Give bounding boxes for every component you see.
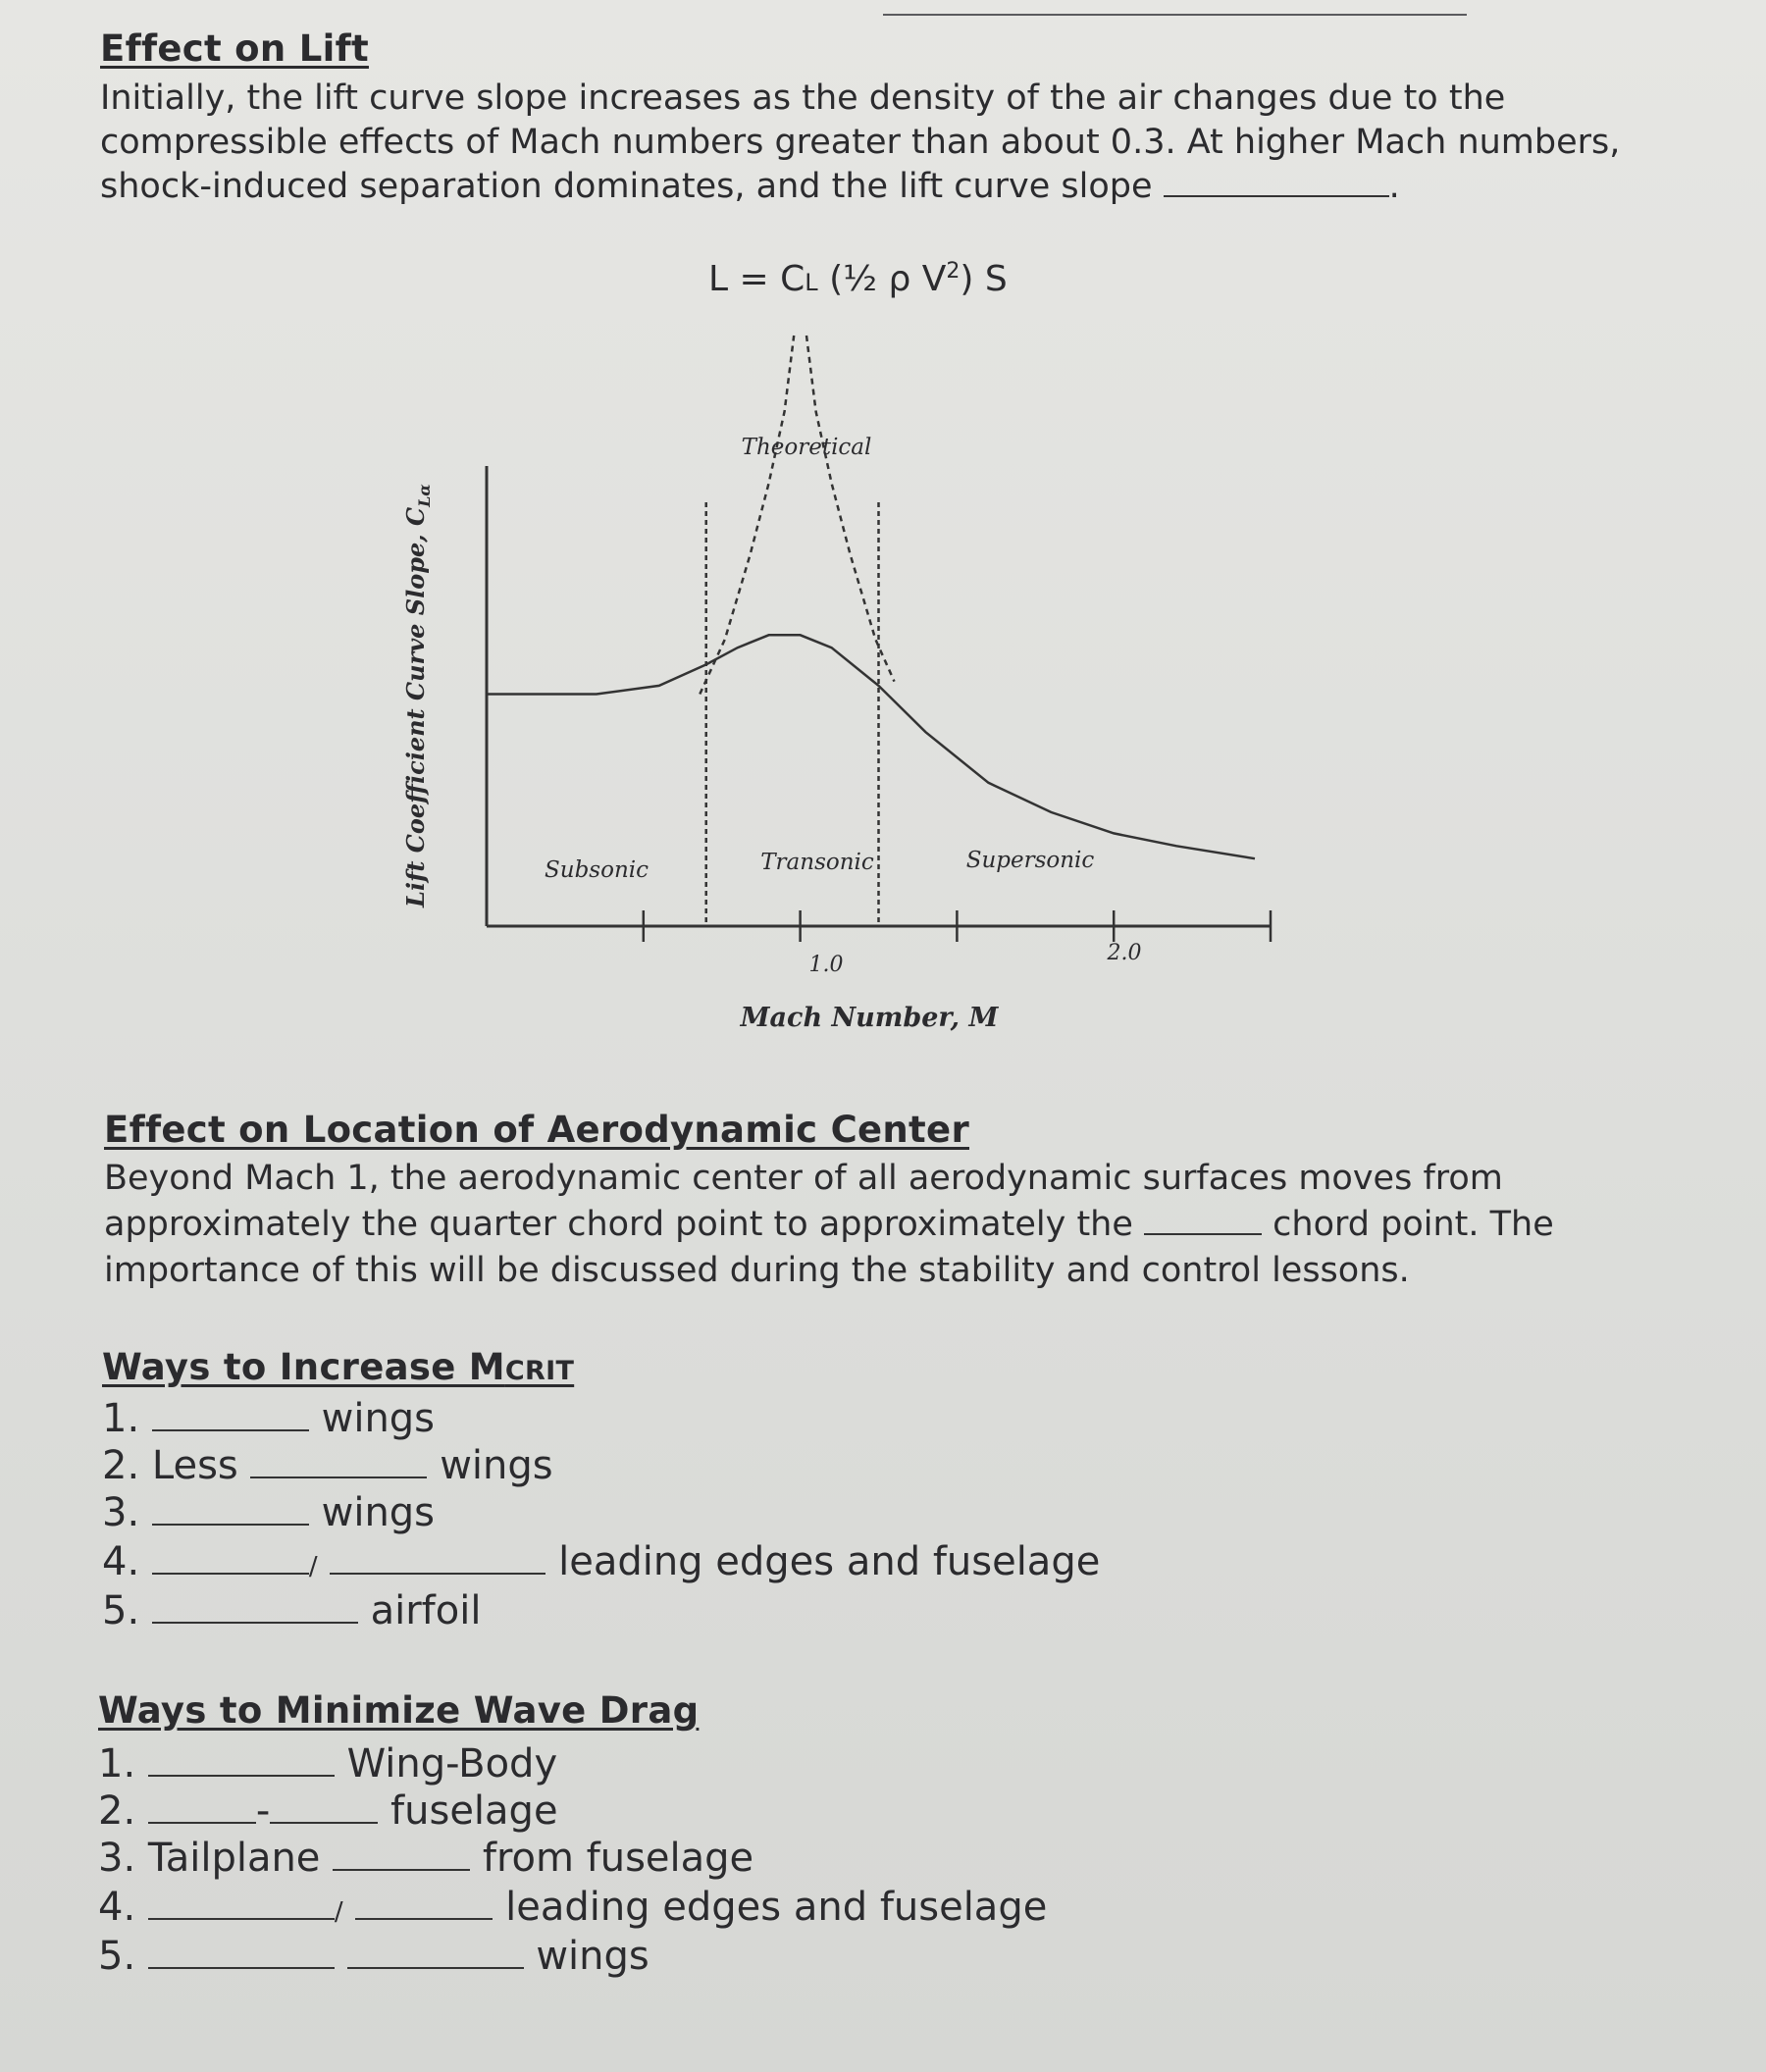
mcrit-blank-5[interactable]	[152, 1622, 358, 1624]
mcrit-sep-4: /	[308, 1552, 318, 1581]
formula-sub: L	[805, 269, 818, 296]
wave-blank-1[interactable]	[148, 1775, 335, 1777]
theoretical-curve-right	[806, 336, 895, 682]
y-axis-label: Lift Coefficient Curve Slope, $C_{L\alpha}$	[401, 484, 434, 907]
wave-blank-5b[interactable]	[347, 1967, 524, 1969]
ac-blank[interactable]	[1144, 1233, 1262, 1235]
ac-paragraph	[104, 1156, 1635, 1294]
wave-post-5: wings	[536, 1934, 649, 1979]
mcrit-item-5	[102, 1585, 481, 1636]
mcrit-item-1	[102, 1393, 435, 1444]
mcrit-post-1: wings	[321, 1396, 436, 1441]
region-label-transonic: Transonic	[760, 850, 874, 875]
mcrit-post-5: airfoil	[370, 1588, 482, 1633]
mcrit-num-5: 5.	[102, 1588, 140, 1633]
formula-rhs-close: ) S	[960, 259, 1008, 299]
wave-item-3	[98, 1833, 753, 1884]
ac-line-1: Beyond Mach 1, the aerodynamic center of all aerodynamic surfaces moves from	[104, 1159, 1503, 1198]
wave-blank-2a[interactable]	[148, 1822, 256, 1824]
wave-item-4	[98, 1882, 1047, 1938]
ac-line-2b: chord point. The	[1273, 1205, 1554, 1244]
mcrit-heading-main: Ways to Increase M	[102, 1346, 505, 1388]
wave-blank-4a[interactable]	[148, 1918, 335, 1920]
ac-heading: Effect on Location of Aerodynamic Center	[104, 1109, 969, 1151]
wave-post-3: from fuselage	[482, 1836, 754, 1881]
lift-line-3-end: .	[1388, 167, 1400, 206]
mcrit-num-2: 2.	[102, 1443, 140, 1488]
wave-heading: Ways to Minimize Wave Drag	[98, 1689, 700, 1732]
x-axis-label: Mach Number, M	[740, 1003, 999, 1033]
wave-pre-3: Tailplane	[147, 1836, 321, 1881]
ac-line-3: importance of this will be discussed during the stability and control lessons.	[104, 1251, 1410, 1290]
mcrit-heading	[102, 1346, 574, 1388]
wave-item-5	[98, 1931, 649, 1982]
lift-line-1: Initially, the lift curve slope increases as the density of the air changes due to the	[100, 78, 1506, 118]
theoretical-annotation: Theoretical	[741, 435, 872, 460]
wave-blank-3[interactable]	[333, 1869, 470, 1871]
formula-rhs-open: (½ ρ V	[817, 259, 947, 299]
actual-lift-curve	[487, 635, 1255, 858]
wave-num-2: 2.	[98, 1788, 136, 1834]
mcrit-item-4	[102, 1536, 1100, 1592]
wave-num-1: 1.	[98, 1741, 136, 1787]
mcrit-num-4: 4.	[102, 1539, 140, 1584]
wave-blank-2b[interactable]	[270, 1822, 378, 1824]
wave-post-4: leading edges and fuselage	[505, 1885, 1048, 1930]
mcrit-blank-4a[interactable]	[152, 1573, 309, 1575]
wave-post-2: fuselage	[390, 1788, 558, 1834]
wave-num-3: 3.	[98, 1836, 136, 1881]
mcrit-pre-2: Less	[151, 1443, 238, 1488]
mcrit-post-3: wings	[321, 1490, 436, 1535]
mcrit-blank-3[interactable]	[152, 1524, 309, 1526]
formula-sup: 2	[946, 259, 961, 284]
wave-item-2	[98, 1786, 558, 1837]
wave-blank-4b[interactable]	[355, 1918, 493, 1920]
tick-label-2: 2.0	[1107, 941, 1142, 965]
lift-heading: Effect on Lift	[100, 27, 369, 70]
mcrit-blank-4b[interactable]	[330, 1573, 545, 1575]
mcrit-post-2: wings	[440, 1443, 553, 1488]
formula-lhs: L = C	[708, 259, 805, 299]
wave-blank-5a[interactable]	[148, 1967, 335, 1969]
lift-line-3: shock-induced separation dominates, and the lift curve slope	[100, 167, 1153, 206]
ac-line-2a: approximately the quarter chord point to approximately the	[104, 1205, 1133, 1244]
wave-num-5: 5.	[98, 1934, 136, 1979]
wave-item-1	[98, 1738, 557, 1789]
mcrit-heading-sub: CRIT	[504, 1356, 575, 1386]
wave-sep-4: /	[334, 1897, 343, 1927]
mcrit-num-3: 3.	[102, 1490, 140, 1535]
wave-post-1: Wing-Body	[346, 1741, 558, 1787]
mcrit-item-2	[102, 1440, 553, 1491]
region-label-subsonic: Subsonic	[545, 857, 649, 883]
wave-num-4: 4.	[98, 1885, 136, 1930]
mcrit-num-1: 1.	[102, 1396, 140, 1441]
mcrit-blank-2[interactable]	[250, 1476, 427, 1478]
lift-line-2: compressible effects of Mach numbers greater than about 0.3. At higher Mach numbers,	[100, 123, 1621, 162]
wave-sep-2: -	[255, 1788, 271, 1834]
tick-label-1: 1.0	[808, 953, 844, 977]
mcrit-blank-1[interactable]	[152, 1429, 309, 1431]
mcrit-post-4: leading edges and fuselage	[558, 1539, 1101, 1584]
mcrit-item-3	[102, 1487, 435, 1538]
region-label-supersonic: Supersonic	[965, 848, 1095, 873]
theoretical-curve-left	[700, 336, 794, 695]
